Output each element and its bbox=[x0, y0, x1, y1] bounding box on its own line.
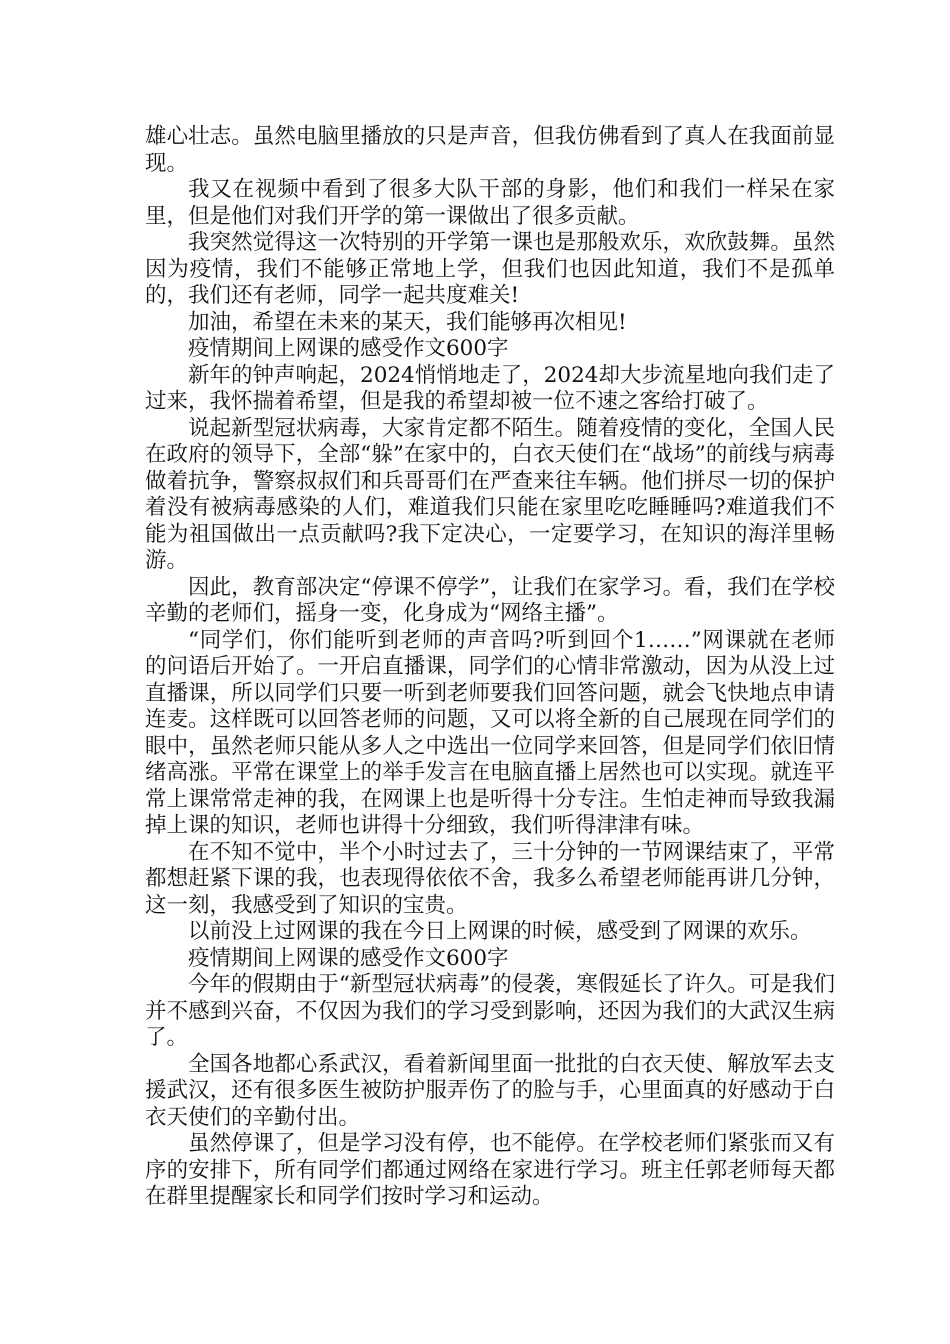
essay-title: 疫情期间上网课的感受作文600字 bbox=[188, 336, 509, 361]
paragraph: 说起新型冠状病毒，大家肯定都不陌生。随着疫情的变化，全国人民在政府的领导下，全部“躲”在家中的，白衣天使们在“战场”的前线与病毒做着抗争，警察叔叔们和兵哥哥们在严查来往车辆。他们拼尽一切的保护着没有被病毒感染的人们，难道我们只能在家里吃吃睡睡吗?难道我们不能为祖国做出一点贡献吗?我下定决心，一定要学习，在知识的海洋里畅游。 bbox=[145, 415, 835, 573]
paragraph: 以前没上过网课的我在今日上网课的时候，感受到了网课的欢乐。 bbox=[188, 919, 812, 944]
paragraph: 因此，教育部决定“停课不停学”，让我们在家学习。看，我们在学校辛勤的老师们，摇身一变，化身成为“网络主播”。 bbox=[145, 574, 835, 626]
paragraph: 在不知不觉中，半个小时过去了，三十分钟的一节网课结束了，平常都想赶紧下课的我，也表现得依依不舍，我多么希望老师能再讲几分钟，这一刻，我感受到了知识的宝贵。 bbox=[145, 839, 835, 918]
paragraph: 虽然停课了，但是学习没有停，也不能停。在学校老师们紧张而又有序的安排下，所有同学们都通过网络在家进行学习。班主任郭老师每天都在群里提醒家长和同学们按时学习和运动。 bbox=[145, 1131, 835, 1209]
paragraph: 今年的假期由于“新型冠状病毒”的侵袭，寒假延长了许久。可是我们并不感到兴奋，不仅因为我们的学习受到影响，还因为我们的大武汉生病了。 bbox=[145, 972, 835, 1050]
paragraph: 全国各地都心系武汉，看着新闻里面一批批的白衣天使、解放军去支援武汉，还有很多医生被防护服弄伤了的脸与手，心里面真的好感动于白衣天使们的辛勤付出。 bbox=[145, 1051, 835, 1130]
paragraph: 我突然觉得这一次特别的开学第一课也是那般欢乐，欢欣鼓舞。虽然因为疫情，我们不能够正常地上学，但我们也因此知道，我们不是孤单的，我们还有老师，同学一起共度难关! bbox=[145, 230, 835, 308]
paragraph: 加油，希望在未来的某天，我们能够再次相见! bbox=[188, 309, 627, 335]
document-body bbox=[145, 124, 835, 1211]
paragraph-continuation: 雄心壮志。虽然电脑里播放的只是声音，但我仿佛看到了真人在我面前显现。 bbox=[145, 124, 835, 176]
paragraph: 新年的钟声响起，2024悄悄地走了，2024却大步流星地向我们走了过来，我怀揣着希望，但是我的希望却被一位不速之客给打破了。 bbox=[145, 362, 835, 414]
paragraph: 我又在视频中看到了很多大队干部的身影，他们和我们一样呆在家里，但是他们对我们开学的第一课做出了很多贡献。 bbox=[145, 177, 835, 229]
essay-title: 疫情期间上网课的感受作文600字 bbox=[188, 945, 509, 971]
paragraph: “同学们，你们能听到老师的声音吗?听到回个1……”网课就在老师的问语后开始了。一开启直播课，同学们的心情非常激动，因为从没上过直播课，所以同学们只要一听到老师要我们回答问题，就会飞快地点申请连麦。这样既可以回答老师的问题，又可以将全新的自己展现在同学们的眼中，虽然老师只能从多人之中选出一位同学来回答，但是同学们依旧情绪高涨。平常在课堂上的举手发言在电脑直播上居然也可以实现。就连平常上课常常走神的我，在网课上也是听得十分专注。生怕走神而导致我漏掉上课的知识，老师也讲得十分细致，我们听得津津有味。 bbox=[145, 627, 835, 838]
